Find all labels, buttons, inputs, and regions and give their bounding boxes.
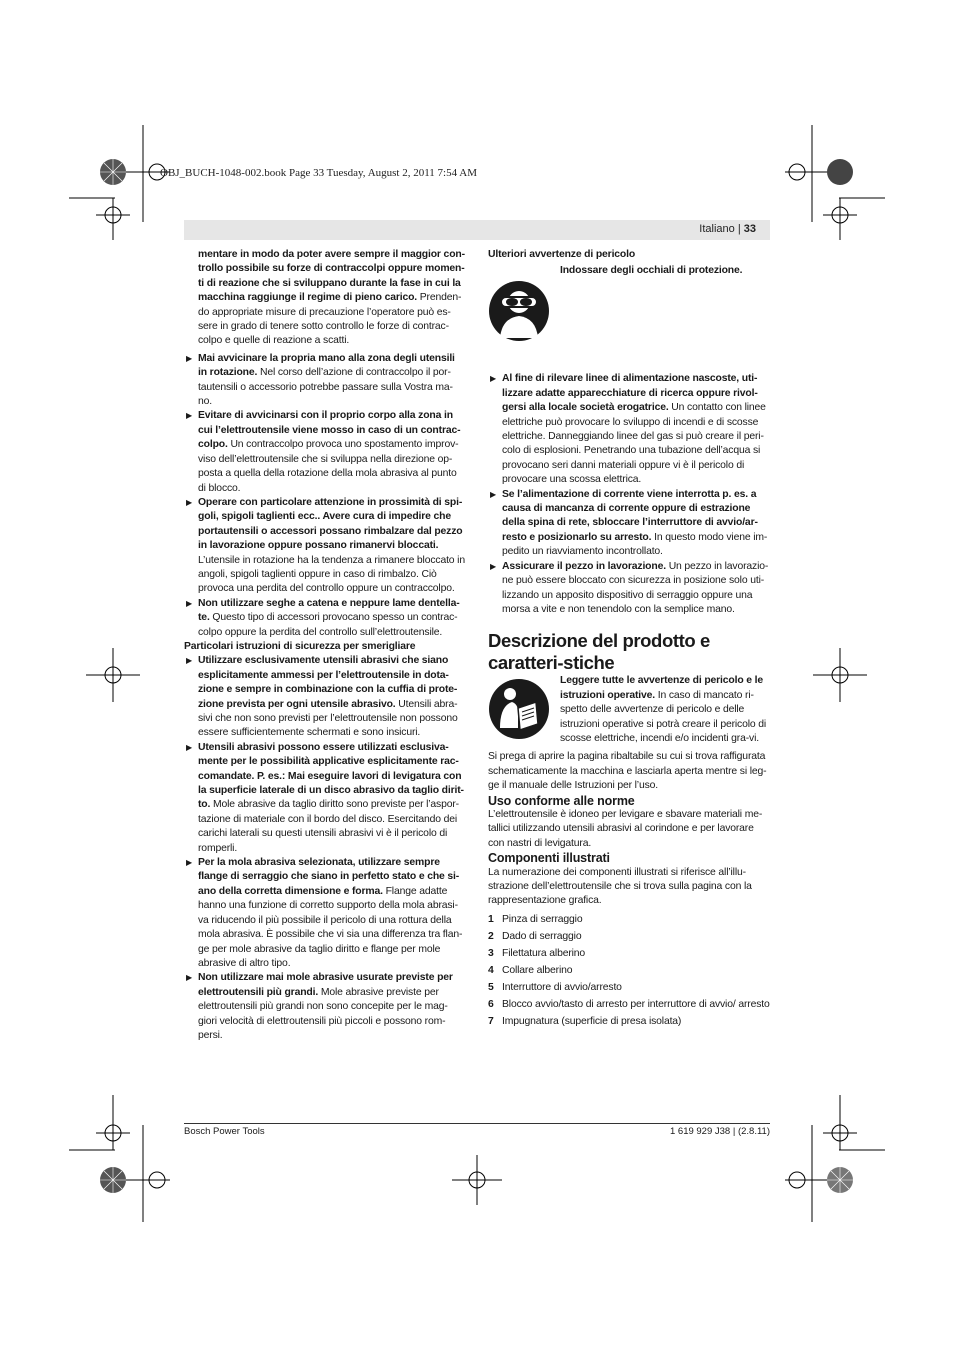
bullet-text: Mole abrasive previste per elettroutensili più grandi non sono concepite per le mag-giori velocità di elettroutensili più piccoli e possono rom-persi.: [198, 986, 448, 1041]
bullet-item: [488, 488, 770, 560]
component-number: 5: [488, 981, 494, 993]
heading-intended-use: Uso conforme alle norme: [488, 793, 635, 808]
bullet-triangle-icon: ▶: [186, 656, 193, 666]
bullet-bold: Mai avvicinare la propria mano alla zona degli utensili in rotazione.: [198, 352, 455, 379]
bullet-bold: Utensili abrasivi possono essere utilizzati esclusiva-mente per le possibilità applicative esplicitamente rac-comandate. P. es.: Mai eseguire lavori di levigatura con la superficie laterale di un disco abrasivo da taglio dirit-to.: [198, 741, 464, 811]
intro-bold: mentare in modo da poter avere sempre il maggior con-trollo possibile su forze di contraccolpi oppure momen-ti di reazione che si sviluppano durante la fase in cui la macchina raggiunge il regime di pieno carico.: [198, 249, 465, 304]
read-manual-icon: [488, 678, 550, 740]
bullet-item: [488, 560, 770, 618]
component-number: 6: [488, 998, 494, 1010]
component-label: Blocco avvio/tasto di arresto per interruttore di avvio/ arresto: [502, 998, 770, 1010]
bullet-text: Un contraccolpo provoca uno spostamento improv-viso dell’elettroutensile che si sviluppa nella direzione op-posta a quella della rotazione della mola abrasiva al punto di blocco.: [198, 439, 459, 494]
bullet-bold: Per la mola abrasiva selezionata, utilizzare sempre flange di serraggio che siano in perfetto stato e che si-ano della corretta dimensione e forma.: [198, 857, 460, 897]
bullet-text: In questo modo viene im-pedito un riavviamento incontrollato.: [502, 531, 768, 558]
footer-right: 1 619 929 J38 | (2.8.11): [669, 1126, 770, 1137]
goggles-text: Indossare degli occhiali di protezione.: [560, 265, 743, 277]
component-label: Interruttore di avvio/arresto: [502, 981, 622, 993]
bullet-text: Mole abrasive da taglio diritto sono previste per l’aspor-tazione di materiale con il bordo del disco. Esercitando dei carichi laterali su questi utensili abrasivi vi è il pericolo di romperli.: [198, 799, 459, 854]
bullet-triangle-icon: ▶: [490, 489, 497, 499]
bullet-triangle-icon: ▶: [186, 353, 193, 363]
intro-rest: Prenden-do appropriate misure di precauzione l’operatore può es-sere in grado di tenere sotto controllo le forze di contrac-colpo e quelle di reazione a scatti.: [198, 292, 462, 347]
component-item: [488, 964, 770, 978]
safety-goggles-icon: [488, 280, 550, 342]
components-intro: La numerazione dei componenti illustrati si riferisce all’illu-strazione dell’elettroutensile che si trova sulla pagina con la rappresentazione grafica.: [488, 866, 752, 907]
manual-bold: Leggere tutte le avvertenze di pericolo e le istruzioni operative.: [560, 675, 764, 701]
footer-rule: [184, 1123, 770, 1124]
component-item: [488, 947, 770, 961]
header-separator: |: [734, 223, 744, 235]
bullet-text: Questo tipo di accessori provocano spesso un contrac-colpo oppure la perdita del controllo sull’elettroutensile.: [198, 612, 458, 638]
page-number: 33: [743, 223, 756, 235]
bullet-item: [184, 597, 466, 640]
manual-rest: In caso di mancato ri-spetto delle avvertenze di pericolo e delle istruzioni operative si potrà creare il pericolo di scosse elettriche, incendi e/o incidenti gra-vi.: [560, 689, 767, 744]
right-bullet-list: [488, 372, 770, 617]
component-item: [488, 998, 770, 1012]
bullet-bold: Utilizzare esclusivamente utensili abrasivi che siano esplicitamente ammessi per l’elettroutensile in dota-zione e sempre in combinazione con la cuffia di prote-zione prevista per ogni utensile abrasivo.: [198, 655, 458, 710]
manual-block: [488, 674, 770, 746]
component-label: Impugnatura (superficie di presa isolata): [502, 1015, 682, 1027]
foldout-text: Si prega di aprire la pagina ribaltabile su cui si trova raffigurata schematicamente la macchina e lasciarla aperta mentre si leg-ge il manuale delle Istruzioni per l’uso.: [488, 751, 767, 792]
component-label: Dado di serraggio: [502, 930, 582, 942]
bullet-bold: Se l’alimentazione di corrente viene interrotta p. es. a causa di mancanza di corrente oppure di estrazione della spina di rete, sbloccare l’interruttore di avvio/ar-resto e posizionarlo su arresto.: [502, 488, 758, 543]
left-column: [184, 248, 466, 1043]
manual-text: [560, 674, 770, 746]
bullet-bold: Al fine di rilevare linee di alimentazione nascoste, uti-lizzare adatte apparecchiature di ricerca oppure rivol-gersi alla locale società erogatrice.: [502, 373, 758, 414]
bullet-text: Nel corso dell’azione di contraccolpo il por-tautensili o accessorio potrebbe passare sulla Vostra ma-no.: [198, 367, 453, 408]
intended-text: L’elettroutensile è idoneo per levigare e sbavare materiali me-tallici utilizzando utensili abrasivi al corindone e per lavorare con nastri di levigatura.: [488, 808, 763, 849]
right-subheading: Ulteriori avvertenze di pericolo: [488, 249, 636, 260]
bullet-triangle-icon: ▶: [186, 858, 193, 868]
bullet-triangle-icon: ▶: [186, 497, 193, 507]
header-text: [699, 223, 756, 235]
left-bullet-list: [184, 352, 466, 640]
bullet-triangle-icon: ▶: [186, 411, 193, 421]
bullet-item: [488, 372, 770, 487]
left-subheading: Particolari istruzioni di sicurezza per smerigliare: [184, 640, 416, 652]
component-label: Collare alberino: [502, 964, 573, 976]
bullet-text: Flange adatte hanno una funzione di corretto supporto della mola abrasi-va riducendo il più possibile il pericolo di una rottura della mola abrasiva. È possibile che vi sia una differenza tra flan-ge per mole abrasive da taglio diritto e flange per mole abrasive di altro tipo.: [198, 885, 463, 969]
left-bullet-list-2: [184, 654, 466, 1043]
bullet-text: Utensili abra-sivi che non sono previsti per l’elettroutensile non possono essere sufficientemente schermati e sono insicuri.: [198, 698, 458, 739]
component-number: 3: [488, 947, 494, 959]
bullet-item: [184, 971, 466, 1043]
bullet-bold: Operare con particolare attenzione in prossimità di spi-goli, spigoli taglienti ecc.. Avere cura di impedire che portautensili o accessori possano rimbalzare dal pezzo in lavorazione oppure possano rimanervi bloccati.: [198, 496, 463, 552]
goggles-block: [488, 264, 770, 342]
bullet-triangle-icon: ▶: [186, 742, 193, 752]
bullet-item: [184, 496, 466, 597]
component-item: [488, 981, 770, 995]
bullet-text: L’utensile in rotazione ha la tendenza a rimanere bloccato in angoli, spigoli taglienti oppure in caso di rimbalzo. Ciò provoca una perdita del controllo oppure un contraccolpo.: [198, 554, 465, 595]
bullet-item: [184, 352, 466, 410]
component-item: [488, 930, 770, 944]
bullet-item: [184, 856, 466, 971]
bullet-triangle-icon: ▶: [186, 973, 193, 983]
bullet-bold: Evitare di avvicinarsi con il proprio corpo alla zona in cui l’elettroutensile viene mosso in caso di un contrac-colpo.: [198, 410, 461, 451]
component-number: 2: [488, 930, 494, 942]
component-item: [488, 913, 770, 927]
header-bar: [184, 220, 770, 240]
bullet-item: [184, 654, 466, 740]
right-column: [488, 248, 770, 1032]
component-label: Filettatura alberino: [502, 947, 586, 959]
bullet-triangle-icon: ▶: [490, 561, 497, 571]
component-label: Pinza di serraggio: [502, 913, 583, 925]
component-item: [488, 1015, 770, 1029]
component-number: 1: [488, 913, 494, 925]
bullet-triangle-icon: ▶: [186, 598, 193, 608]
bullet-item: [184, 409, 466, 495]
bullet-text: Un contatto con linee elettriche può provocare lo sviluppo di incendi e di scosse elettriche. Danneggiando linee del gas si può creare il peri-colo di esplosioni. Penetrando una tubazione dell’acqua si provocano seri danni materiali oppure vi è il pericolo di provocare una scossa elettrica.: [502, 402, 766, 486]
heading-components: Componenti illustrati: [488, 851, 610, 866]
bullet-triangle-icon: ▶: [490, 374, 497, 384]
footer-left: Bosch Power Tools: [184, 1126, 265, 1137]
bullet-bold: Non utilizzare mai mole abrasive usurate previste per elettroutensili più grandi.: [198, 972, 453, 998]
header-language: Italiano: [699, 223, 735, 235]
bullet-item: [184, 741, 466, 856]
bullet-bold: Assicurare il pezzo in lavorazione.: [502, 560, 666, 572]
bullet-bold: Non utilizzare seghe a catena e neppure lame dentella-te.: [198, 597, 460, 624]
components-list: [488, 913, 770, 1029]
section-title: Descrizione del prodotto e caratteri-stiche: [488, 630, 710, 674]
component-number: 4: [488, 964, 494, 976]
intro-paragraph: [184, 248, 466, 349]
component-number: 7: [488, 1015, 494, 1027]
bullet-text: Un pezzo in lavorazio-ne può essere bloccato con sicurezza in posizione solo uti-lizzando un apposito dispositivo di serraggio oppure una morsa a vite e non tenendolo con la semplice mano.: [502, 560, 769, 615]
print-slug: OBJ_BUCH-1048-002.book Page 33 Tuesday, August 2, 2011 7:54 AM: [160, 167, 477, 179]
